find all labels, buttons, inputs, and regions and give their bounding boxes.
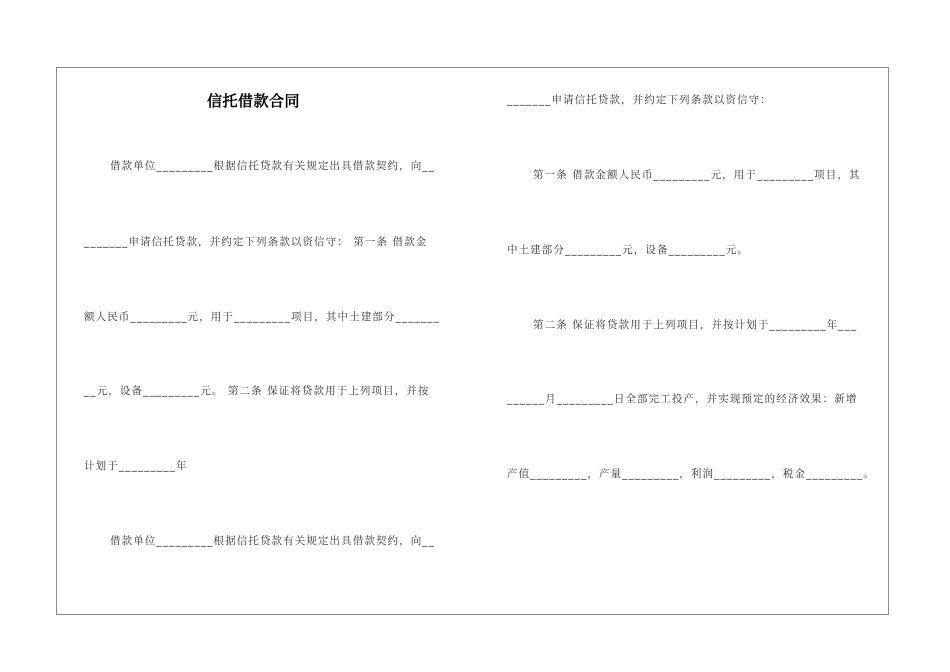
left-line-1: 借款单位_________根据信托贷款有关规定出具借款契约，向__ (110, 160, 436, 172)
page-frame (56, 67, 889, 615)
right-line-6: 产值_________，产量_________，利润_________，税金_________。 (507, 468, 875, 480)
document-title: 信托借款合同 (207, 92, 301, 110)
left-line-6: 借款单位_________根据信托贷款有关规定出具借款契约，向__ (110, 535, 436, 547)
right-line-3: 中土建部分_________元，设备_________元。 (507, 244, 749, 256)
right-line-1: _______申请信托贷款，并约定下列条款以资信守： (507, 94, 772, 106)
left-line-5: 计划于_________年 (84, 460, 188, 472)
right-line-5: ______月_________日全部完工投产，并实现预定的经济效果：新增 (507, 393, 858, 405)
left-line-2: _______申请信托贷款，并约定下列条款以资信守： 第一条 借款金 (84, 236, 428, 248)
left-line-3: 额人民币_________元，用于_________项目，其中土建部分_______ (84, 311, 440, 323)
right-line-2: 第一条 借款金额人民币_________元，用于_________项目，其 (533, 169, 861, 181)
right-line-4: 第二条 保证将贷款用于上列项目，并按计划于_________年___ (533, 319, 858, 331)
left-line-4: __元，设备_________元。 第二条 保证将贷款用于上列项目，并按 (84, 385, 430, 397)
